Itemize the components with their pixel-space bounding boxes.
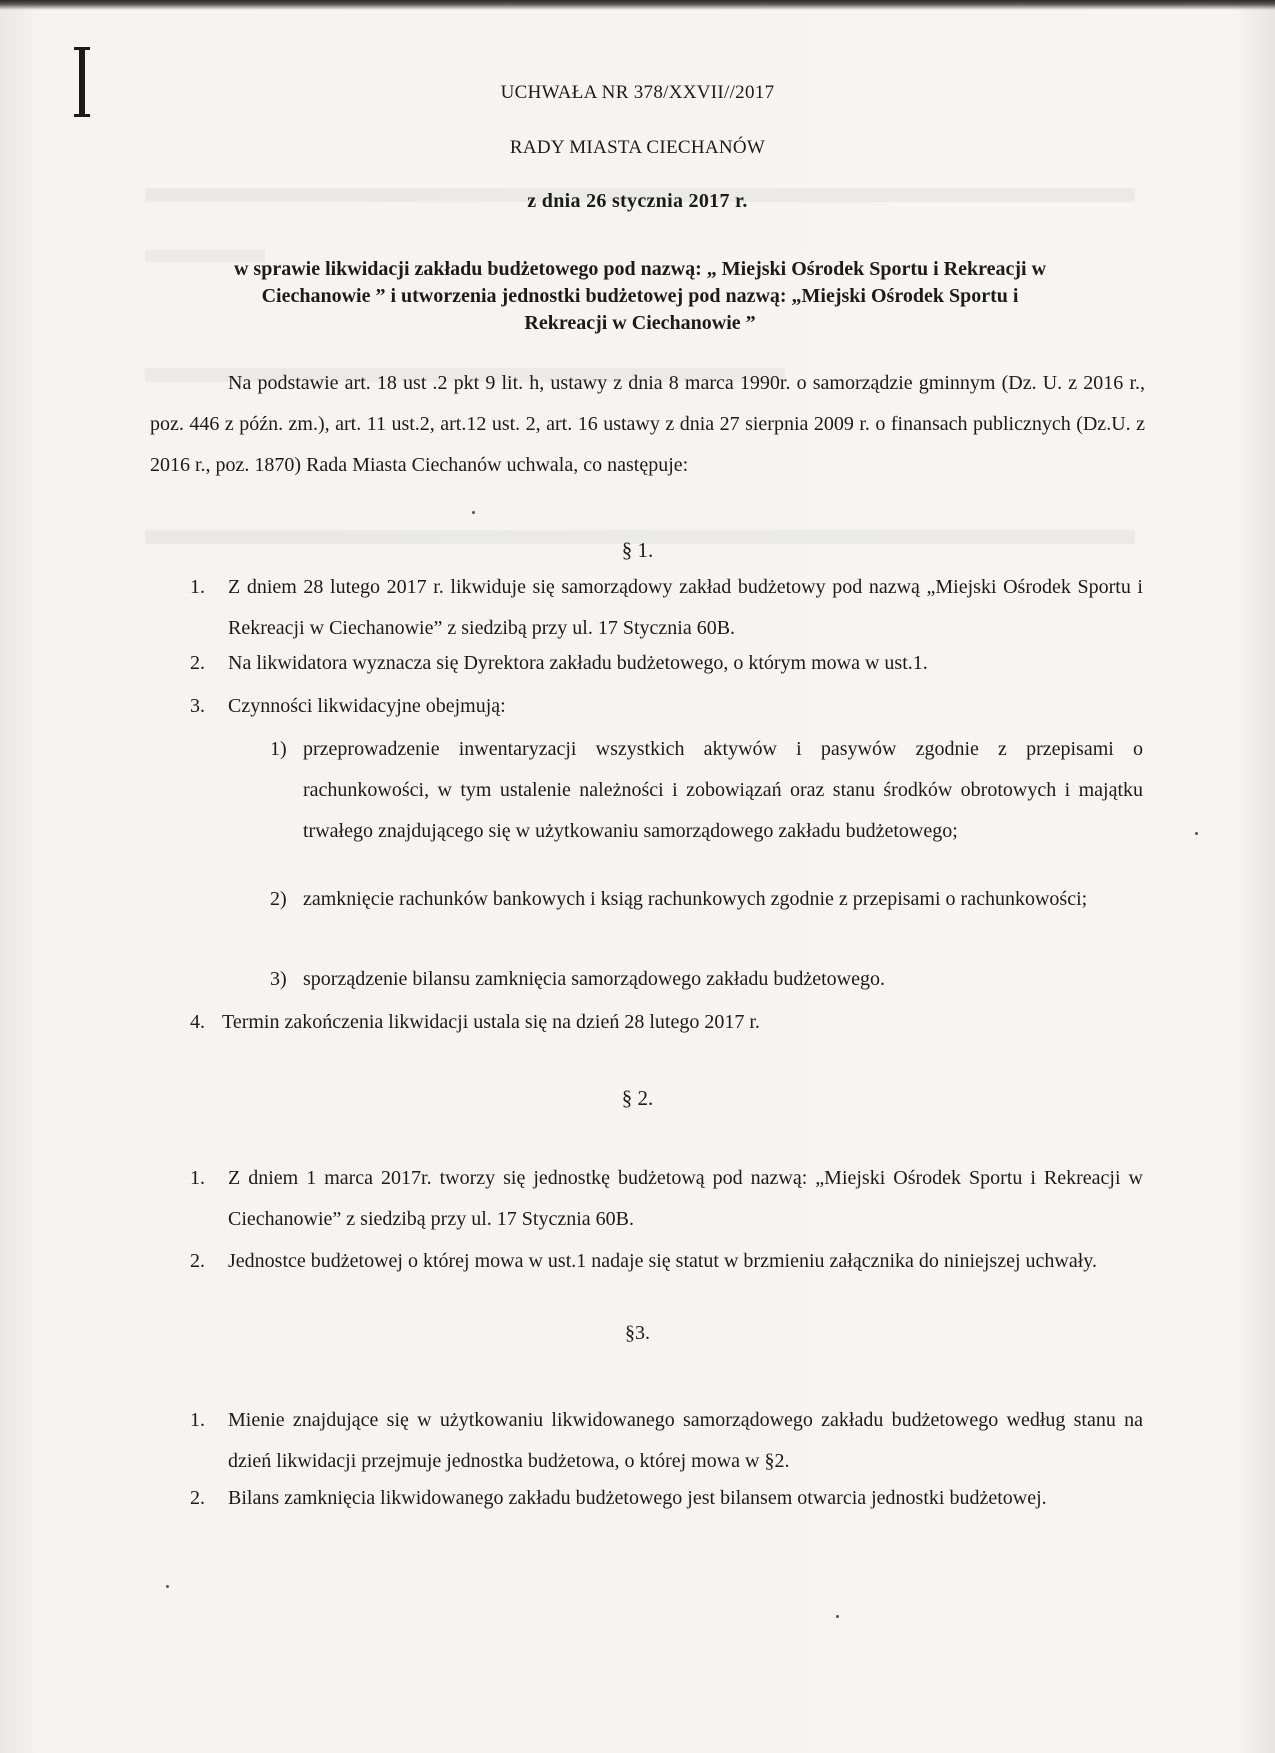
list-item: Mienie znajdujące się w użytkowaniu likwidowanego samorządowego zakładu budżetowego według stanu na dzień likwidacji przejmuje jednostka budżetowa, o której mowa w §2. bbox=[228, 1409, 1143, 1472]
list-number: 1. bbox=[190, 1409, 205, 1431]
council-name: RADY MIASTA CIECHANÓW bbox=[509, 137, 766, 158]
scan-speck bbox=[472, 511, 475, 514]
scan-edge bbox=[0, 0, 1275, 10]
scan-speck bbox=[1195, 832, 1198, 835]
list-number: 2. bbox=[190, 1250, 205, 1272]
list-number: 2. bbox=[190, 652, 205, 674]
list-item: Termin zakończenia likwidacji ustala się na dzień 28 lutego 2017 r. bbox=[222, 1011, 760, 1033]
section-2-heading: § 2. bbox=[621, 1086, 654, 1110]
list-number: 1. bbox=[190, 576, 205, 598]
list-item: Jednostce budżetowej o której mowa w ust.1 nadaje się statut w brzmieniu załącznika do niniejszej uchwały. bbox=[228, 1250, 1097, 1272]
list-number: 2. bbox=[190, 1487, 205, 1509]
sublist-number: 2) bbox=[270, 888, 287, 910]
sublist-number: 3) bbox=[270, 968, 287, 990]
list-item: Z dniem 1 marca 2017r. tworzy się jednostkę budżetową pod nazwą: „Miejski Ośrodek Sportu i Rekreacji w Ciechanowie” z siedzibą przy ul. 17 Stycznia 60B. bbox=[228, 1167, 1143, 1230]
sublist-number: 1) bbox=[270, 738, 287, 760]
section-1-heading: § 1. bbox=[621, 538, 654, 562]
section-3-heading: §3. bbox=[625, 1322, 650, 1344]
list-item: Na likwidatora wyznacza się Dyrektora zakładu budżetowego, o którym mowa w ust.1. bbox=[228, 652, 928, 674]
list-item: Z dniem 28 lutego 2017 r. likwiduje się samorządowy zakład budżetowy pod nazwą „Miejski Ośrodek Sportu i Rekreacji w Ciechanowie” z siedzibą przy ul. 17 Stycznia 60B. bbox=[228, 576, 1143, 639]
subject-line: Ciechanowie ” i utworzenia jednostki budżetowej pod nazwą: „Miejski Ośrodek Sportu i bbox=[261, 285, 1019, 307]
subject-line: w sprawie likwidacji zakładu budżetowego pod nazwą: „ Miejski Ośrodek Sportu i Rekreacji w bbox=[233, 258, 1047, 280]
list-item: Czynności likwidacyjne obejmują: bbox=[228, 695, 506, 717]
scan-speck bbox=[166, 1585, 169, 1588]
list-number: 3. bbox=[190, 695, 205, 717]
list-number: 1. bbox=[190, 1167, 205, 1189]
resolution-subject bbox=[160, 256, 1120, 337]
list-number: 4. bbox=[190, 1011, 205, 1033]
sublist-item: przeprowadzenie inwentaryzacji wszystkich aktywów i pasywów zgodnie z przepisami o rachunkowości, w tym ustalenie należności i zobowiązań oraz stanu środków obrotowych i majątku trwałego znajdującego się w użytkowaniu samorządowego zakładu budżetowego; bbox=[303, 738, 1143, 842]
sublist-item: zamknięcie rachunków bankowych i ksiąg rachunkowych zgodnie z przepisami o rachunkowości; bbox=[303, 888, 1088, 910]
preamble bbox=[150, 363, 1145, 486]
scan-speck bbox=[836, 1615, 839, 1618]
subject-line: Rekreacji w Ciechanowie ” bbox=[524, 312, 756, 334]
resolution-date: z dnia 26 stycznia 2017 r. bbox=[527, 190, 748, 212]
resolution-title: UCHWAŁA NR 378/XXVII//2017 bbox=[500, 82, 775, 103]
list-item: Bilans zamknięcia likwidowanego zakładu budżetowego jest bilansem otwarcia jednostki budżetowej. bbox=[228, 1487, 1047, 1509]
sublist-item: sporządzenie bilansu zamknięcia samorządowego zakładu budżetowego. bbox=[303, 968, 885, 990]
preamble-text: Na podstawie art. 18 ust .2 pkt 9 lit. h, ustawy z dnia 8 marca 1990r. o samorządzie gminnym (Dz. U. z 2016 r., poz. 446 z późn. zm.), art. 11 ust.2, art.12 ust. 2, art. 16 ustawy z dnia 27 sierpnia 2009 r. o finansach publicznych (Dz.U. z 2016 r., poz. 1870) Rada Miasta Ciechanów uchwala, co następuje: bbox=[150, 372, 1145, 476]
